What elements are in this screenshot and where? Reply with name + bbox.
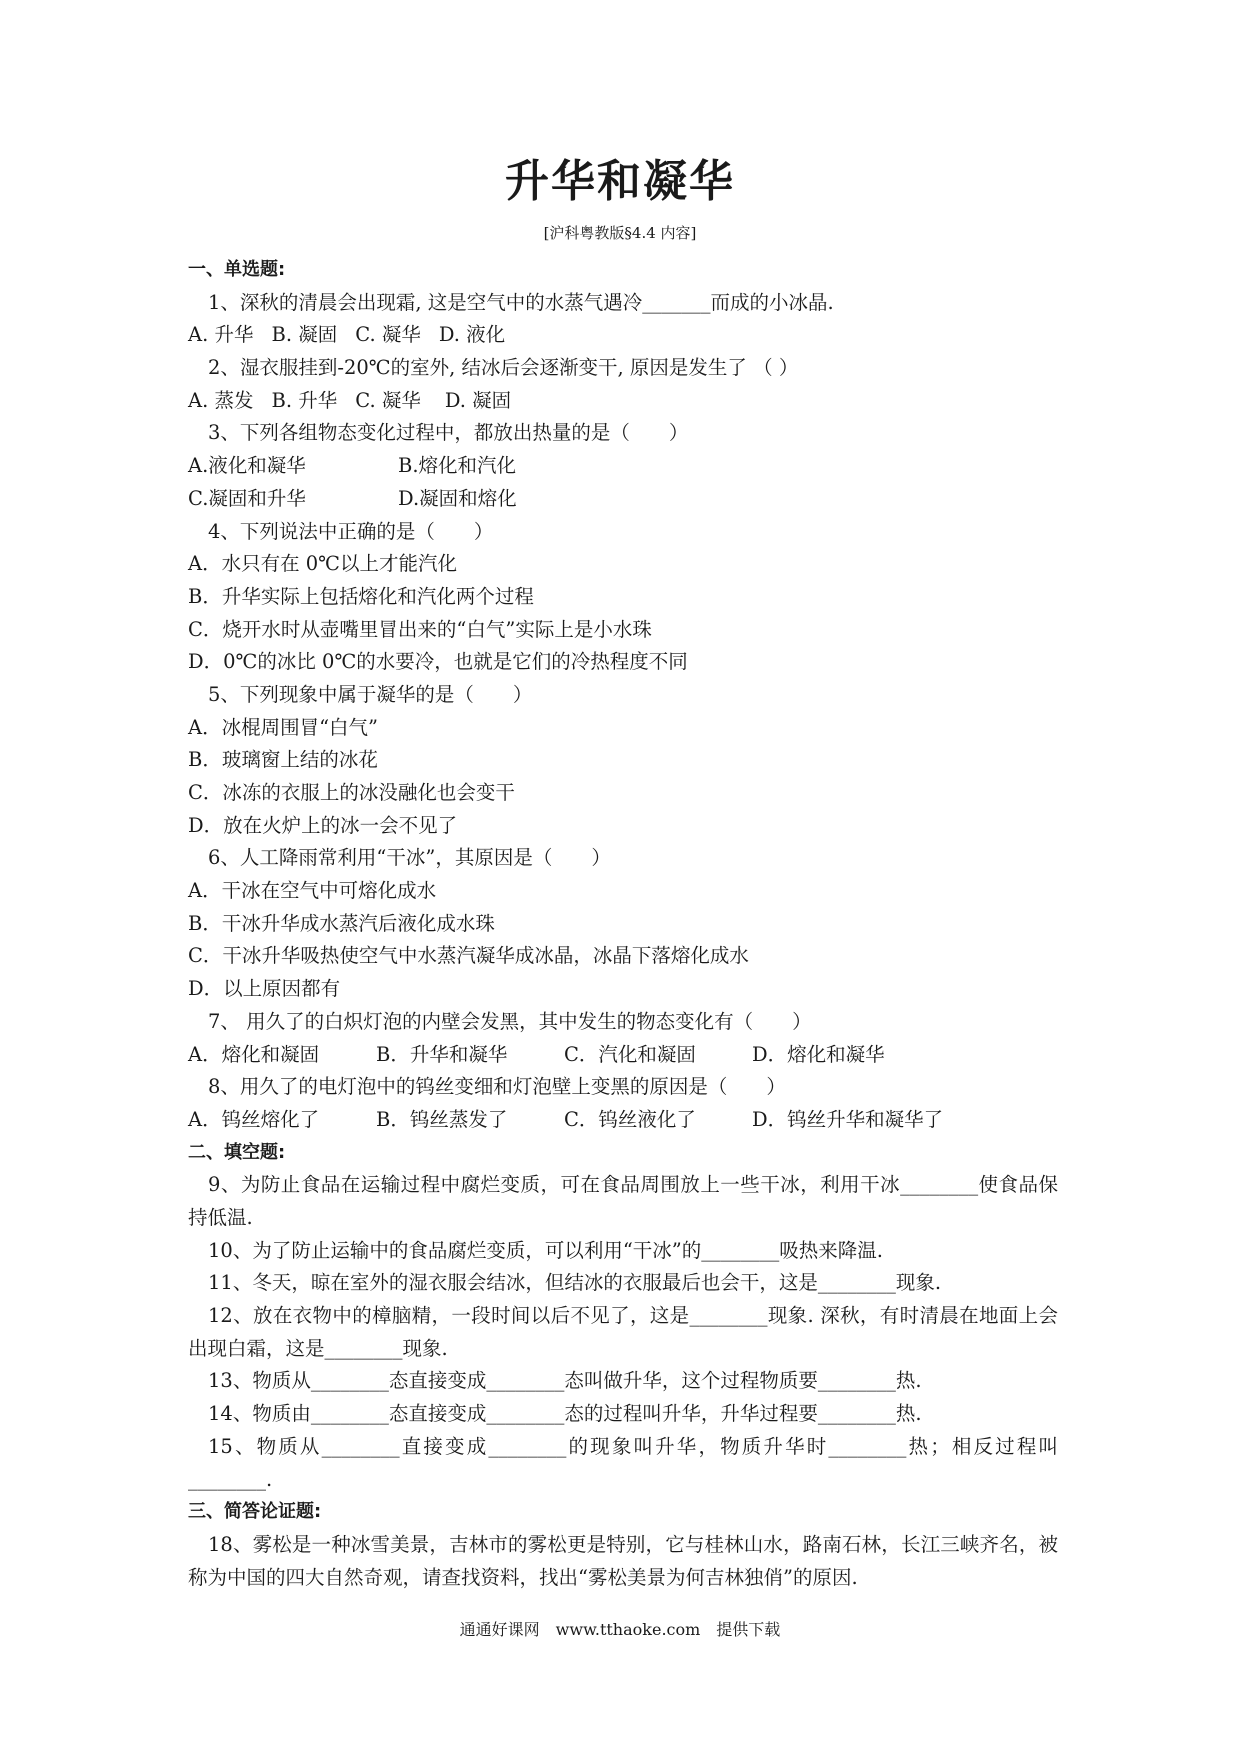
question-1-options	[188, 319, 1058, 352]
option-b: B. 凝固	[271, 323, 338, 347]
option-a: A．水只有在 0℃以上才能汽化	[188, 552, 458, 576]
option-c: C．烧开水时从壶嘴里冒出来的“白气”实际上是小水珠	[188, 617, 652, 641]
content-body	[188, 254, 1058, 1594]
section-heading-short-answer: 三、简答论证题:	[188, 1501, 322, 1523]
question-15: 15、物质从________直接变成________的现象叫升华，物质升华时________热；相反过程叫________.	[188, 1434, 1058, 1491]
option-d: D.凝固和熔化	[398, 486, 517, 510]
option-d: D．0℃的冰比 0℃的水要冷，也就是它们的冷热程度不同	[188, 650, 688, 674]
question-3-options-row-1	[188, 450, 1058, 483]
question-12: 12、放在衣物中的樟脑精，一段时间以后不见了，这是________现象. 深秋，有时清晨在地面上会出现白霜，这是________现象.	[188, 1304, 1058, 1360]
question-18: 18、雾松是一种冰雪美景，吉林市的雾松更是特别，它与桂林山水，路南石林，长江三峡齐名，被称为中国的四大自然奇观，请查找资料，找出“雾松美景为何吉林独俏”的原因.	[188, 1532, 1058, 1589]
page-title: 升华和凝华	[505, 156, 735, 207]
question-7-options	[188, 1039, 1058, 1072]
page-subtitle: [沪科粤教版§4.4 内容]	[543, 224, 697, 242]
option-a: A．熔化和凝固	[188, 1042, 320, 1066]
option-a: A. 升华	[188, 323, 254, 347]
option-d: D. 液化	[438, 323, 506, 347]
question-1: 1、深秋的清晨会出现霜, 这是空气中的水蒸气遇冷_______而成的小冰晶.	[208, 290, 834, 314]
question-7: 7、 用久了的白炽灯泡的内壁会发黑，其中发生的物态变化有（ ）	[208, 1009, 812, 1033]
question-4: 4、下列说法中正确的是（ ）	[208, 519, 494, 543]
option-a: A．冰棍周围冒“白气”	[188, 715, 379, 739]
option-c: C. 凝华	[355, 323, 421, 347]
section-heading-fill-in: 二、填空题:	[188, 1141, 286, 1163]
option-c: C. 凝华	[355, 388, 421, 412]
option-a: A.液化和凝华	[188, 454, 306, 478]
option-d: D．熔化和凝华	[752, 1042, 885, 1066]
page-footer: 通通好课网 www.tthaoke.com 提供下载	[459, 1620, 781, 1639]
option-b: B．干冰升华成水蒸汽后液化成水珠	[188, 911, 495, 935]
question-14: 14、物质由________态直接变成________态的过程叫升华，升华过程要________热.	[208, 1402, 922, 1426]
option-a: A．钨丝熔化了	[188, 1107, 320, 1131]
option-c: C.凝固和升华	[188, 486, 306, 510]
question-6: 6、人工降雨常利用“干冰”，其原因是（ ）	[208, 846, 611, 870]
question-11: 11、冬天，晾在室外的湿衣服会结冰，但结冰的衣服最后也会干，这是________现象.	[208, 1271, 942, 1295]
option-d: D. 凝固	[444, 388, 512, 412]
question-3: 3、下列各组物态变化过程中，都放出热量的是（ ）	[208, 421, 689, 445]
option-c: C．汽化和凝固	[564, 1042, 696, 1066]
option-c: C．干冰升华吸热使空气中水蒸汽凝华成冰晶，冰晶下落熔化成水	[188, 944, 749, 968]
option-c: C．钨丝液化了	[564, 1107, 696, 1131]
question-3-options-row-2	[188, 483, 1058, 516]
option-b: B．玻璃窗上结的冰花	[188, 748, 378, 772]
option-d: D．以上原因都有	[188, 977, 341, 1001]
question-2-options	[188, 385, 1058, 418]
option-b: B．升华实际上包括熔化和汽化两个过程	[188, 584, 534, 608]
option-c: C．冰冻的衣服上的冰没融化也会变干	[188, 781, 515, 804]
option-a: A．干冰在空气中可熔化成水	[188, 879, 437, 903]
option-d: D．放在火炉上的冰一会不见了	[188, 813, 458, 837]
option-b: B. 升华	[271, 388, 338, 412]
option-b: B．钨丝蒸发了	[376, 1107, 508, 1131]
question-9: 9、为防止食品在运输过程中腐烂变质，可在食品周围放上一些干冰，利用干冰________使食品保持低温.	[188, 1173, 1058, 1229]
question-2: 2、湿衣服挂到-20℃的室外, 结冰后会逐渐变干, 原因是发生了 （ ）	[208, 356, 799, 380]
question-5: 5、下列现象中属于凝华的是（ ）	[208, 682, 533, 706]
option-b: B．升华和凝华	[376, 1042, 508, 1066]
option-d: D．钨丝升华和凝华了	[752, 1107, 944, 1131]
question-8-options	[188, 1104, 1058, 1137]
option-a: A. 蒸发	[188, 388, 254, 412]
question-10: 10、为了防止运输中的食品腐烂变质，可以利用“干冰”的________吸热来降温.	[208, 1238, 883, 1262]
section-heading-single-choice: 一、单选题:	[188, 259, 286, 280]
option-b: B.熔化和汽化	[398, 454, 517, 478]
question-8: 8、用久了的电灯泡中的钨丝变细和灯泡壁上变黑的原因是（ ）	[208, 1075, 786, 1099]
question-13: 13、物质从________态直接变成________态叫做升华，这个过程物质要________热.	[208, 1369, 922, 1393]
